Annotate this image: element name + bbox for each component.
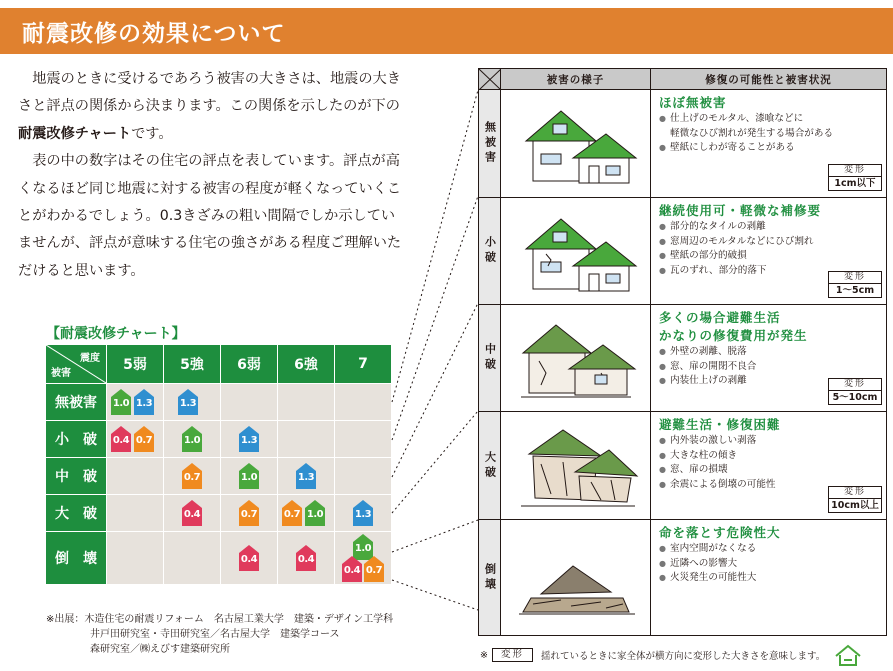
damage-item: ● 大きな柱の傾き xyxy=(659,449,881,464)
column-header: 5弱 xyxy=(107,345,163,383)
score-value: 0.4 xyxy=(297,554,315,565)
house-logo-icon xyxy=(833,642,863,668)
damage-table xyxy=(478,68,887,636)
row-header: 中 破 xyxy=(46,458,106,494)
corner-damage-label: 被害 xyxy=(51,368,71,379)
deformation-value: 1～5cm xyxy=(835,285,875,296)
damage-title: 避難生活・修復困難 xyxy=(659,417,781,432)
score-value: 0.4 xyxy=(240,554,258,565)
score-value: 1.3 xyxy=(240,435,258,446)
damage-item: ● 窓、扉の開閉不良合 xyxy=(659,360,881,375)
score-value: 1.3 xyxy=(354,509,372,520)
damage-item: ● 内装仕上げの剥離 xyxy=(659,374,881,389)
column-header: 7 xyxy=(335,345,391,383)
note-text: 揺れているときに家全体が横方向に変形した大きさを意味します。 xyxy=(540,651,826,662)
column-header: 5強 xyxy=(164,345,220,383)
damage-item: ● 瓦のずれ、部分的落下 xyxy=(659,264,881,279)
score-value: 0.4 xyxy=(343,565,361,576)
damage-item: ● 外壁の剥離、脱落 xyxy=(659,345,881,360)
house-illustration xyxy=(501,198,651,304)
source-line-3: 森研究室／㈱えびす建築研究所 xyxy=(90,644,230,655)
score-value: 1.3 xyxy=(297,472,315,483)
row-header: 倒 壊 xyxy=(46,532,106,584)
damage-item: ● 窓周辺のモルタルなどにひび割れ xyxy=(659,235,881,250)
score-value: 1.0 xyxy=(183,435,201,446)
score-value: 1.3 xyxy=(179,398,197,409)
damage-title-line-2: かなりの修復費用が発生 xyxy=(659,328,808,343)
damage-row xyxy=(479,198,886,305)
head-damage: 被害の様子 xyxy=(501,69,651,90)
intro-p1-end: です。 xyxy=(131,125,173,142)
damage-item: ● 余震による倒壊の可能性 xyxy=(659,478,881,493)
deformation-label: 変形 xyxy=(829,272,881,284)
damage-item: ● 窓、扉の損壊 xyxy=(659,463,881,478)
corner-intensity-label: 震度 xyxy=(80,353,100,364)
column-header: 6弱 xyxy=(221,345,277,383)
damage-item: ● 部分的なタイルの剥離 xyxy=(659,220,881,235)
damage-description xyxy=(659,202,881,278)
damage-description xyxy=(659,94,881,156)
damage-title: 命を落とす危険性大 xyxy=(659,525,781,540)
table-corner xyxy=(479,69,501,90)
damage-item: ● 火災発生の可能性大 xyxy=(659,571,881,586)
footnote xyxy=(480,642,863,668)
column-header: 6強 xyxy=(278,345,334,383)
damage-level-label: 大破 xyxy=(479,412,501,519)
damage-title: 継続使用可・軽微な補修要 xyxy=(659,203,822,218)
deformation-box xyxy=(828,271,882,298)
score-value: 1.0 xyxy=(112,398,130,409)
house-illustration xyxy=(501,412,651,519)
score-value: 0.7 xyxy=(283,509,301,520)
house-illustration xyxy=(501,305,651,411)
damage-level-label: 中破 xyxy=(479,305,501,411)
house-illustration xyxy=(501,520,651,635)
row-header: 無被害 xyxy=(46,384,106,420)
score-value: 0.7 xyxy=(365,565,383,576)
source-line-2: 井戸田研究室・寺田研究室／名古屋大学 建築学コース xyxy=(90,629,340,640)
deformation-box xyxy=(828,164,882,191)
page-title: 耐震改修の効果について xyxy=(22,21,286,47)
damage-row xyxy=(479,412,886,520)
house-illustration xyxy=(501,90,651,197)
damage-item: ● 内外装の激しい剥落 xyxy=(659,434,881,449)
score-value: 1.0 xyxy=(240,472,258,483)
damage-description xyxy=(659,524,881,586)
damage-item: ● 仕上げのモルタル、漆喰などに 軽微なひび割れが発生する場合がある xyxy=(659,112,881,141)
deformation-box xyxy=(828,486,882,513)
deformation-value: 1cm以下 xyxy=(834,178,876,189)
damage-level-label: 小破 xyxy=(479,198,501,304)
damage-level-label: 無被害 xyxy=(479,90,501,197)
score-value: 0.7 xyxy=(135,435,153,446)
damage-row xyxy=(479,90,886,198)
deformation-box xyxy=(828,378,882,405)
note-box: 変形 xyxy=(492,648,533,662)
damage-row xyxy=(479,305,886,412)
deformation-value: 5～10cm xyxy=(832,392,878,403)
damage-title: 多くの場合避難生活 xyxy=(659,310,781,325)
damage-level-label: 倒壊 xyxy=(479,520,501,635)
row-header: 大 破 xyxy=(46,495,106,531)
damage-item: ● 壁紙にしわが寄ることがある xyxy=(659,141,881,156)
row-header: 小 破 xyxy=(46,421,106,457)
note-prefix: ※ xyxy=(480,649,488,661)
head-repair: 修復の可能性と被害状況 xyxy=(651,69,886,90)
damage-item: ● 壁紙の部分的破損 xyxy=(659,249,881,264)
score-value: 0.4 xyxy=(112,435,130,446)
score-value: 0.7 xyxy=(240,509,258,520)
source-line-1: ※出展：木造住宅の耐震リフォーム 名古屋工業大学 建築・デザイン工学科 xyxy=(46,614,394,625)
damage-description xyxy=(659,416,881,492)
damage-item: ● 室内空間がなくなる xyxy=(659,542,881,557)
score-value: 1.0 xyxy=(354,543,372,554)
chart-title: 【耐震改修チャート】 xyxy=(46,326,186,342)
deformation-label: 変形 xyxy=(829,165,881,177)
deformation-value: 10cm以上 xyxy=(831,500,879,511)
score-value: 1.3 xyxy=(135,398,153,409)
score-value: 0.4 xyxy=(183,509,201,520)
damage-row xyxy=(479,520,886,635)
damage-item: ● 近隣への影響大 xyxy=(659,557,881,572)
score-value: 0.7 xyxy=(183,472,201,483)
score-value: 1.0 xyxy=(306,509,324,520)
intro-p1-text: 地震のときに受けるであろう被害の大きさは、地震の大きさと評点の関係から決まります。この関係を示したのが下の xyxy=(18,71,401,115)
damage-description xyxy=(659,309,881,389)
intro-paragraph-2: 表の中の数字はその住宅の評点を表しています。評点が高くなるほど同じ地震に対する被害の程度が軽くなっていくことがわかるでしょう。0.3きざみの粗い間隔でしか示していませんが、評点が意味する住宅の強さがある程度ご理解いただけると思います。 xyxy=(18,153,402,279)
deformation-label: 変形 xyxy=(829,487,881,499)
damage-title: ほぼ無被害 xyxy=(659,95,727,110)
intro-p1-bold: 耐震改修チャート xyxy=(18,125,132,142)
deformation-label: 変形 xyxy=(829,379,881,391)
